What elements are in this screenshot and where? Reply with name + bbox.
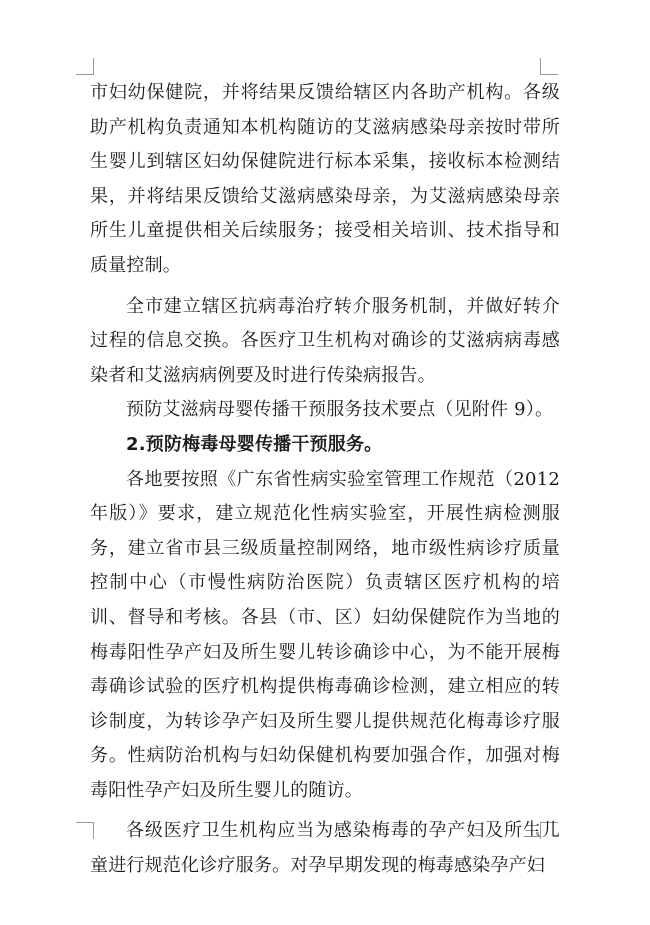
section-heading: 2.预防梅毒母婴传播干预服务。: [126, 433, 383, 455]
paragraph-2: 全市建立辖区抗病毒治疗转介服务机制，并做好转介过程的信息交换。各医疗卫生机构对确诊的艾滋病病毒感染者和艾滋病病例要及时进行传染病报告。: [90, 295, 560, 386]
crop-mark-top-left-horizontal: [76, 74, 94, 75]
paragraph-3: 预防艾滋病母婴传播干预服务技术要点（见附件 9）。: [126, 399, 554, 421]
document-body: [90, 76, 560, 884]
crop-mark-top-left-vertical: [93, 58, 94, 75]
paragraph-5: 各地要按照《广东省性病实验室管理工作规范（2012 年版）》要求，建立规范化性病实验室，开展性病检测服务，建立省市县三级质量控制网络，地市级性病诊疗质量控制中心（市慢性病防治医院）负责辖区医疗机构的培训、督导和考核。各县（市、区）妇幼保健院作为当地的梅毒阳性孕产妇及所生婴儿转诊确诊中心，为不能开展梅毒确诊试验的医疗机构提供梅毒确诊检测，建立相应的转诊制度，为转诊孕产妇及所生婴儿提供规范化梅毒诊疗服务。性病防治机构与妇幼保健机构要加强合作，加强对梅毒阳性孕产妇及所生婴儿的随访。: [90, 468, 560, 801]
crop-mark-top-right-horizontal: [540, 74, 558, 75]
paragraph-1: 市妇幼保健院，并将结果反馈给辖区内各助产机构。各级助产机构负责通知本机构随访的艾滋病感染母亲按时带所生婴儿到辖区妇幼保健院进行标本采集，接收标本检测结果，并将结果反馈给艾滋病感染母亲，为艾滋病感染母亲所生儿童提供相关后续服务；接受相关培训、技术指导和质量控制。: [90, 82, 560, 276]
crop-mark-top-right-vertical: [540, 58, 541, 75]
paragraph-6: 各级医疗卫生机构应当为感染梅毒的孕产妇及所生儿童进行规范化诊疗服务。对孕早期发现的梅毒感染孕产妇: [90, 820, 560, 877]
